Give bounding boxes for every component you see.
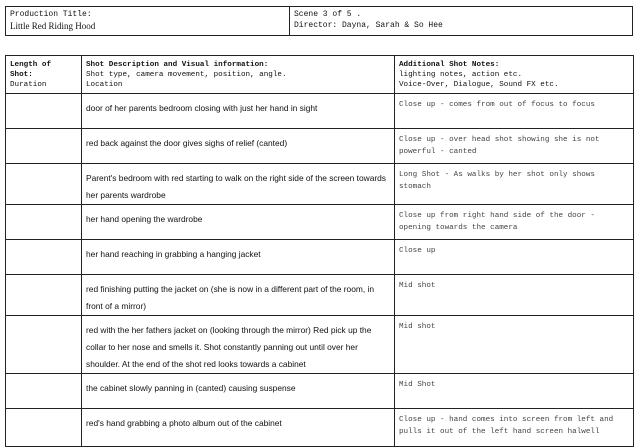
shot-notes-cell <box>395 205 634 240</box>
director: Director: Dayna, Sarah & So Hee <box>294 21 443 30</box>
shot-notes-cell <box>395 409 634 447</box>
shot-description: the cabinet slowly panning in (canted) causing suspense <box>86 383 296 393</box>
column-header-length <box>6 56 82 94</box>
shot-length-cell <box>6 129 82 164</box>
shot-description: red back against the door gives sighs of relief (canted) <box>86 138 288 148</box>
notes-header-sub1: lighting notes, action etc. <box>399 71 523 79</box>
column-header-description <box>82 56 395 94</box>
shot-description-cell <box>82 240 395 275</box>
shot-description-cell <box>82 374 395 409</box>
shot-length-cell <box>6 409 82 447</box>
shot-description-cell <box>82 409 395 447</box>
shot-notes: Close up - comes from out of focus to focus <box>399 101 595 109</box>
shot-notes-cell <box>395 129 634 164</box>
scene-director-cell <box>290 7 633 36</box>
shot-notes-cell <box>395 94 634 129</box>
shot-description: red with the her fathers jacket on (looking through the mirror) Red pick up the collar to her nose and smells it. Shot constantly panning out until over her shoulder. At the end of the shot red looks towards a cabinet <box>86 325 372 369</box>
table-row <box>6 94 634 129</box>
table-row <box>6 129 634 164</box>
notes-header-sub2: Voice-Over, Dialogue, Sound FX etc. <box>399 81 559 89</box>
shot-description-cell <box>82 94 395 129</box>
shot-notes: Close up <box>399 247 436 255</box>
header-table <box>5 6 633 36</box>
shot-description: Parent's bedroom with red starting to walk on the right side of the screen towards her parents wardrobe <box>86 173 386 200</box>
table-row <box>6 316 634 374</box>
shot-length-cell <box>6 316 82 374</box>
shot-description: door of her parents bedroom closing with just her hand in sight <box>86 103 318 113</box>
shot-notes-cell <box>395 164 634 205</box>
shot-description-cell <box>82 164 395 205</box>
production-title: Little Red Riding Hood <box>10 21 96 31</box>
shot-notes-cell <box>395 316 634 374</box>
shot-length-cell <box>6 164 82 205</box>
shot-notes: Close up - hand comes into screen from left and pulls it out of the left hand screen halwell <box>399 416 614 436</box>
shot-notes-cell <box>395 240 634 275</box>
shot-notes: Close up from right hand side of the door - opening towards the camera <box>399 212 595 232</box>
table-row <box>6 374 634 409</box>
table-row <box>6 164 634 205</box>
description-header-title: Shot Description and Visual information: <box>86 61 269 69</box>
shot-length-cell <box>6 275 82 316</box>
shot-length-cell <box>6 205 82 240</box>
shot-description: her hand reaching in grabbing a hanging jacket <box>86 249 261 259</box>
shot-notes: Mid shot <box>399 323 436 331</box>
shot-notes: Long Shot - As walks by her shot only shows stomach <box>399 171 595 191</box>
table-row <box>6 409 634 447</box>
shot-notes-cell <box>395 374 634 409</box>
shot-description-cell <box>82 316 395 374</box>
production-title-label: Production Title: <box>10 10 92 19</box>
notes-header-title: Additional Shot Notes: <box>399 61 500 69</box>
description-header-sub1: Shot type, camera movement, position, angle. <box>86 71 287 79</box>
shot-description: red finishing putting the jacket on (she is now in a different part of the room, in front of a mirror) <box>86 284 375 311</box>
shot-notes-cell <box>395 275 634 316</box>
column-header-row <box>6 56 634 94</box>
shot-length-cell <box>6 374 82 409</box>
shot-notes: Close up - over head shot showing she is not powerful - canted <box>399 136 600 156</box>
shot-list-table <box>5 55 634 447</box>
length-header-sub: Duration <box>10 81 47 89</box>
table-row <box>6 275 634 316</box>
description-header-sub2: Location <box>86 81 123 89</box>
shot-description-cell <box>82 205 395 240</box>
shot-description-cell <box>82 275 395 316</box>
shot-description: red's hand grabbing a photo album out of the cabinet <box>86 418 282 428</box>
table-row <box>6 240 634 275</box>
shot-description-cell <box>82 129 395 164</box>
shot-length-cell <box>6 94 82 129</box>
length-header-title: Length of Shot: <box>10 61 52 79</box>
shot-length-cell <box>6 240 82 275</box>
production-title-cell <box>6 7 290 36</box>
shot-notes: Mid Shot <box>399 381 436 389</box>
shot-description: her hand opening the wardrobe <box>86 214 203 224</box>
scene-number: Scene 3 of 5 . <box>294 10 362 19</box>
shot-notes: Mid shot <box>399 282 436 290</box>
table-row <box>6 205 634 240</box>
column-header-notes <box>395 56 634 94</box>
